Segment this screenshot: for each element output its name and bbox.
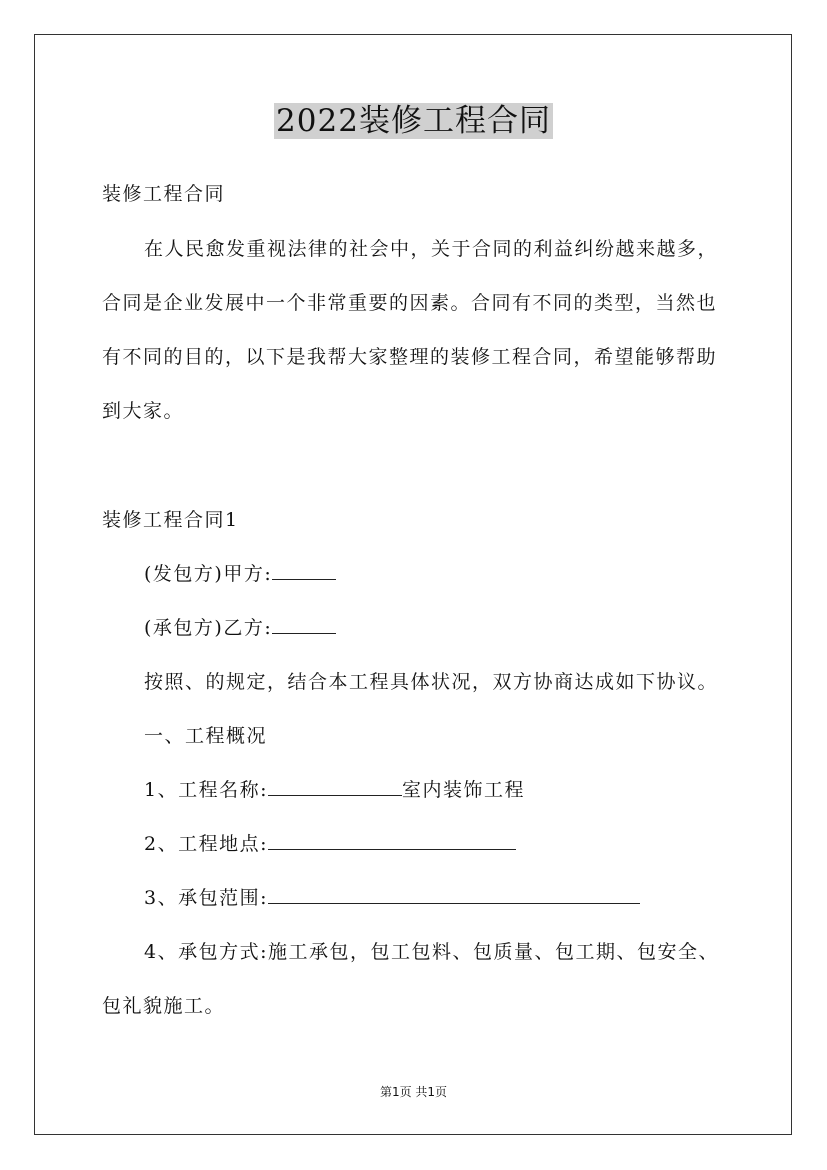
item-3-line: [144, 885, 640, 911]
party-a-blank: [272, 561, 336, 580]
subtitle: 装修工程合同: [102, 183, 226, 205]
intro-line-1: 在人民愈发重视法律的社会中，关于合同的利益纠纷越来越多，: [144, 238, 719, 260]
party-b-blank: [272, 615, 336, 634]
intro-line-4: 到大家。: [102, 400, 185, 422]
intro-line-3: 有不同的目的，以下是我帮大家整理的装修工程合同，希望能够帮助: [102, 346, 718, 368]
agreement-line: 按照、的规定，结合本工程具体状况，双方协商达成如下协议。: [144, 671, 719, 693]
item-1-suffix: 室内装饰工程: [402, 779, 526, 801]
item-2-line: [144, 831, 516, 857]
item-4-line-2: 包礼貌施工。: [102, 995, 226, 1017]
party-a-label: (发包方)甲方:: [144, 563, 273, 585]
item-1-line: [144, 777, 525, 803]
party-b-label: (承包方)乙方:: [144, 617, 273, 639]
chapter-1-heading: 一、工程概况: [144, 725, 268, 747]
party-a-line: [144, 561, 336, 587]
item-2-blank: [268, 831, 516, 850]
item-1-label: 1、工程名称:: [144, 779, 268, 801]
item-1-blank: [268, 777, 402, 796]
item-3-label: 3、承包范围:: [144, 887, 268, 909]
item-2-label: 2、工程地点:: [144, 833, 268, 855]
document-title: [0, 100, 827, 142]
section-title: 装修工程合同1: [102, 509, 239, 531]
party-b-line: [144, 615, 336, 641]
page-footer: 第1页 共1页: [379, 1085, 448, 1099]
document-title-text: 2022装修工程合同: [276, 103, 551, 139]
item-3-blank: [268, 885, 640, 904]
item-4-line-1: 4、承包方式:施工承包，包工包料、包质量、包工期、包安全、: [144, 941, 719, 963]
intro-line-2: 合同是企业发展中一个非常重要的因素。合同有不同的类型，当然也: [102, 292, 718, 314]
